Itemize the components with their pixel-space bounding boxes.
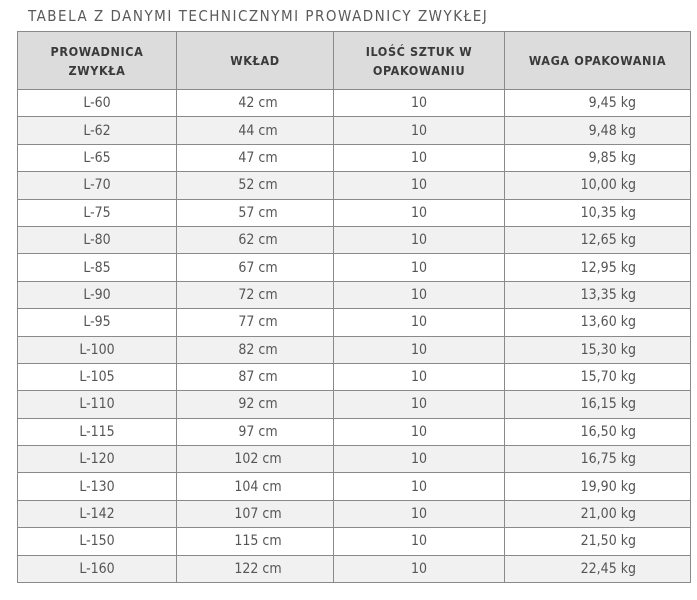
- weight-cell: 12,95 kg: [505, 254, 691, 281]
- guide-cell: L-65: [18, 144, 177, 171]
- weight-cell: 21,50 kg: [505, 528, 691, 555]
- table-row: [18, 90, 691, 117]
- insert-cell: 92 cm: [177, 391, 334, 418]
- weight-cell: 16,15 kg: [505, 391, 691, 418]
- guide-cell: L-85: [18, 254, 177, 281]
- insert-cell: 104 cm: [177, 473, 334, 500]
- guide-cell: L-75: [18, 199, 177, 226]
- table-row: [18, 336, 691, 363]
- guide-cell: L-95: [18, 309, 177, 336]
- column-header-guide: PROWADNICA ZWYKŁA: [18, 32, 177, 90]
- table-row: [18, 172, 691, 199]
- insert-cell: 77 cm: [177, 309, 334, 336]
- weight-cell: 15,30 kg: [505, 336, 691, 363]
- table-header: [18, 32, 691, 90]
- guide-cell: L-120: [18, 446, 177, 473]
- guide-cell: L-115: [18, 418, 177, 445]
- quantity-cell: 10: [334, 144, 505, 171]
- table-row: [18, 555, 691, 582]
- table-row: [18, 528, 691, 555]
- quantity-cell: 10: [334, 418, 505, 445]
- weight-cell: 21,00 kg: [505, 500, 691, 527]
- header-row: [18, 32, 691, 90]
- table-row: [18, 391, 691, 418]
- table-row: [18, 199, 691, 226]
- table-row: [18, 226, 691, 253]
- table-row: [18, 500, 691, 527]
- guide-cell: L-150: [18, 528, 177, 555]
- guide-cell: L-160: [18, 555, 177, 582]
- insert-cell: 122 cm: [177, 555, 334, 582]
- insert-cell: 115 cm: [177, 528, 334, 555]
- insert-cell: 97 cm: [177, 418, 334, 445]
- quantity-cell: 10: [334, 281, 505, 308]
- weight-cell: 9,85 kg: [505, 144, 691, 171]
- quantity-cell: 10: [334, 254, 505, 281]
- insert-cell: 42 cm: [177, 90, 334, 117]
- weight-cell: 13,60 kg: [505, 309, 691, 336]
- table-row: [18, 418, 691, 445]
- quantity-cell: 10: [334, 172, 505, 199]
- insert-cell: 57 cm: [177, 199, 334, 226]
- insert-cell: 62 cm: [177, 226, 334, 253]
- technical-data-table: [17, 31, 691, 583]
- table-row: [18, 281, 691, 308]
- weight-cell: 15,70 kg: [505, 363, 691, 390]
- weight-cell: 10,00 kg: [505, 172, 691, 199]
- table-row: [18, 144, 691, 171]
- quantity-cell: 10: [334, 309, 505, 336]
- insert-cell: 67 cm: [177, 254, 334, 281]
- column-header-quantity: ILOŚĆ SZTUK W OPAKOWANIU: [334, 32, 505, 90]
- quantity-cell: 10: [334, 446, 505, 473]
- quantity-cell: 10: [334, 528, 505, 555]
- quantity-cell: 10: [334, 117, 505, 144]
- quantity-cell: 10: [334, 336, 505, 363]
- page-title: TABELA Z DANYMI TECHNICZNYMI PROWADNICY ZWYKŁEJ: [28, 7, 489, 25]
- guide-cell: L-60: [18, 90, 177, 117]
- table-row: [18, 309, 691, 336]
- insert-cell: 72 cm: [177, 281, 334, 308]
- table-row: [18, 254, 691, 281]
- quantity-cell: 10: [334, 90, 505, 117]
- quantity-cell: 10: [334, 391, 505, 418]
- guide-cell: L-70: [18, 172, 177, 199]
- guide-cell: L-80: [18, 226, 177, 253]
- guide-cell: L-100: [18, 336, 177, 363]
- insert-cell: 102 cm: [177, 446, 334, 473]
- table-row: [18, 117, 691, 144]
- weight-cell: 9,45 kg: [505, 90, 691, 117]
- table-row: [18, 363, 691, 390]
- insert-cell: 52 cm: [177, 172, 334, 199]
- column-header-insert: WKŁAD: [177, 32, 334, 90]
- insert-cell: 87 cm: [177, 363, 334, 390]
- insert-cell: 82 cm: [177, 336, 334, 363]
- insert-cell: 44 cm: [177, 117, 334, 144]
- column-header-weight: WAGA OPAKOWANIA: [505, 32, 691, 90]
- table-row: [18, 473, 691, 500]
- guide-cell: L-142: [18, 500, 177, 527]
- table-body: [18, 90, 691, 583]
- guide-cell: L-110: [18, 391, 177, 418]
- weight-cell: 22,45 kg: [505, 555, 691, 582]
- weight-cell: 13,35 kg: [505, 281, 691, 308]
- quantity-cell: 10: [334, 473, 505, 500]
- weight-cell: 16,75 kg: [505, 446, 691, 473]
- quantity-cell: 10: [334, 199, 505, 226]
- quantity-cell: 10: [334, 555, 505, 582]
- table-row: [18, 446, 691, 473]
- guide-cell: L-62: [18, 117, 177, 144]
- weight-cell: 10,35 kg: [505, 199, 691, 226]
- guide-cell: L-130: [18, 473, 177, 500]
- weight-cell: 12,65 kg: [505, 226, 691, 253]
- guide-cell: L-90: [18, 281, 177, 308]
- quantity-cell: 10: [334, 363, 505, 390]
- quantity-cell: 10: [334, 226, 505, 253]
- weight-cell: 9,48 kg: [505, 117, 691, 144]
- guide-cell: L-105: [18, 363, 177, 390]
- quantity-cell: 10: [334, 500, 505, 527]
- insert-cell: 107 cm: [177, 500, 334, 527]
- weight-cell: 16,50 kg: [505, 418, 691, 445]
- insert-cell: 47 cm: [177, 144, 334, 171]
- weight-cell: 19,90 kg: [505, 473, 691, 500]
